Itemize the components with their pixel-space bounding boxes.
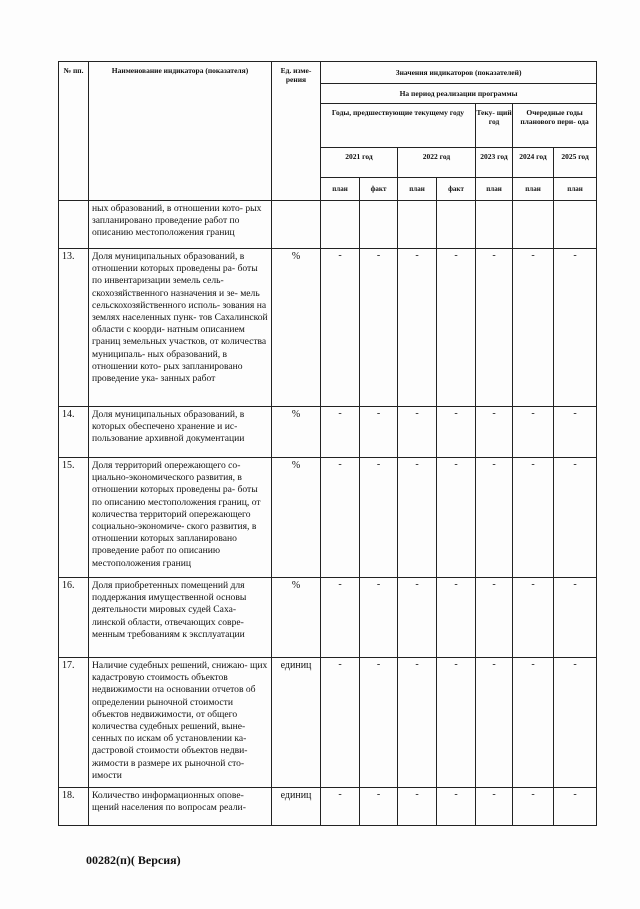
indicators-table — [58, 61, 597, 826]
indicator-name: Доля территорий опережающего со- циально-экономического развития, в отношении которых проведены ра- боты по описанию местоположения границ, от количества территорий опережающего социально-экономиче- ского развития, в отношении которых запланировано проведение работ по описанию местоположения границ — [89, 458, 272, 578]
value-cell: - — [513, 658, 554, 788]
value-cell — [398, 201, 437, 249]
header-prev-years: Годы, предшествующие текущему году — [321, 104, 476, 148]
value-cell: - — [513, 407, 554, 458]
value-cell: - — [321, 458, 360, 578]
value-cell: - — [398, 788, 437, 826]
table-row — [59, 658, 597, 788]
header-values: Значения индикаторов (показателей) — [321, 62, 597, 84]
value-cell: - — [513, 249, 554, 407]
value-cell — [321, 201, 360, 249]
value-cell: - — [476, 407, 513, 458]
header-plan-2022: план — [398, 178, 437, 201]
indicator-name: Количество информационных опове- щений населения по вопросам реали- — [89, 788, 272, 826]
table-row — [59, 458, 597, 578]
header-fact-2022: факт — [437, 178, 476, 201]
unit-cell: единиц — [272, 788, 321, 826]
table-row — [59, 249, 597, 407]
row-number — [59, 201, 89, 249]
header-period: На период реализации программы — [321, 84, 597, 104]
value-cell: - — [476, 788, 513, 826]
indicator-name: Доля муниципальных образований, в которых обеспечено хранение и ис- пользование архивной документации — [89, 407, 272, 458]
value-cell — [513, 201, 554, 249]
value-cell: - — [513, 458, 554, 578]
unit-cell: % — [272, 249, 321, 407]
value-cell: - — [437, 249, 476, 407]
table-row — [59, 407, 597, 458]
value-cell: - — [476, 658, 513, 788]
unit-cell: % — [272, 578, 321, 658]
value-cell: - — [513, 578, 554, 658]
row-number: 16. — [59, 578, 89, 658]
table-row — [59, 201, 597, 249]
value-cell — [476, 201, 513, 249]
unit-cell — [272, 201, 321, 249]
table-row — [59, 578, 597, 658]
value-cell: - — [321, 578, 360, 658]
value-cell: - — [321, 788, 360, 826]
value-cell — [554, 201, 597, 249]
value-cell: - — [554, 407, 597, 458]
value-cell: - — [554, 658, 597, 788]
header-year-2025: 2025 год — [554, 148, 597, 178]
unit-cell: единиц — [272, 658, 321, 788]
header-plan-2021: план — [321, 178, 360, 201]
value-cell: - — [476, 249, 513, 407]
value-cell: - — [437, 578, 476, 658]
header-year-2021: 2021 год — [321, 148, 398, 178]
document-footer: 00282(п)( Версия) — [86, 853, 181, 867]
header-num: № пп. — [59, 62, 89, 201]
value-cell: - — [476, 458, 513, 578]
header-plan-2024: план — [513, 178, 554, 201]
header-name: Наименование индикатора (показателя) — [89, 62, 272, 201]
header-fact-2021: факт — [360, 178, 398, 201]
row-number: 13. — [59, 249, 89, 407]
indicator-name: ных образований, в отношении кото- рых запланировано проведение работ по описанию местоположения границ — [89, 201, 272, 249]
row-number: 17. — [59, 658, 89, 788]
value-cell: - — [360, 458, 398, 578]
value-cell: - — [398, 458, 437, 578]
indicator-name: Доля муниципальных образований, в отношении которых проведены ра- боты по инвентаризации земель сель- скохозяйственного назначения и зе- мель сельскохозяйственного исполь- зования на землях населенных пунк- тов Сахалинской области с коорди- натным описанием границ земельных участков, от количества муниципаль- ных образований, в отношении кото- рых запланировано проведение ука- занных работ — [89, 249, 272, 407]
value-cell: - — [398, 578, 437, 658]
table-body — [59, 201, 597, 826]
unit-cell: % — [272, 458, 321, 578]
value-cell: - — [513, 788, 554, 826]
value-cell: - — [398, 249, 437, 407]
value-cell: - — [437, 407, 476, 458]
value-cell: - — [554, 458, 597, 578]
unit-cell: % — [272, 407, 321, 458]
value-cell: - — [398, 407, 437, 458]
value-cell: - — [554, 249, 597, 407]
value-cell: - — [554, 788, 597, 826]
value-cell: - — [321, 407, 360, 458]
value-cell: - — [476, 578, 513, 658]
value-cell: - — [360, 788, 398, 826]
header-plan-2023: план — [476, 178, 513, 201]
value-cell — [360, 201, 398, 249]
row-number: 14. — [59, 407, 89, 458]
row-number: 18. — [59, 788, 89, 826]
value-cell: - — [437, 788, 476, 826]
indicator-name: Доля приобретенных помещений для поддержания имущественной основы деятельности мировых судей Саха- линской области, отвечающих совре- менным требованиям к эксплуатации — [89, 578, 272, 658]
header-year-2023: 2023 год — [476, 148, 513, 178]
header-year-2024: 2024 год — [513, 148, 554, 178]
value-cell: - — [437, 658, 476, 788]
value-cell: - — [360, 578, 398, 658]
value-cell: - — [321, 249, 360, 407]
value-cell: - — [437, 458, 476, 578]
header-plan-2025: план — [554, 178, 597, 201]
value-cell: - — [360, 249, 398, 407]
header-next-years: Очередные годы планового пери- ода — [513, 104, 597, 148]
header-unit: Ед. изме- рения — [272, 62, 321, 201]
row-number: 15. — [59, 458, 89, 578]
value-cell: - — [360, 658, 398, 788]
header-current-year: Теку- щий год — [476, 104, 513, 148]
value-cell: - — [360, 407, 398, 458]
value-cell: - — [554, 578, 597, 658]
indicator-name: Наличие судебных решений, снижаю- щих кадастровую стоимость объектов недвижимости на основании отчетов об определении рыночной стоимости объектов недвижимости, от общего количества судебных решений, выне- сенных по искам об установлении ка- дастровой стоимости объектов недви- жимости в размере их рыночной сто- имости — [89, 658, 272, 788]
table-row — [59, 788, 597, 826]
value-cell: - — [398, 658, 437, 788]
header-year-2022: 2022 год — [398, 148, 476, 178]
value-cell: - — [321, 658, 360, 788]
value-cell — [437, 201, 476, 249]
header-row-1 — [59, 62, 597, 84]
